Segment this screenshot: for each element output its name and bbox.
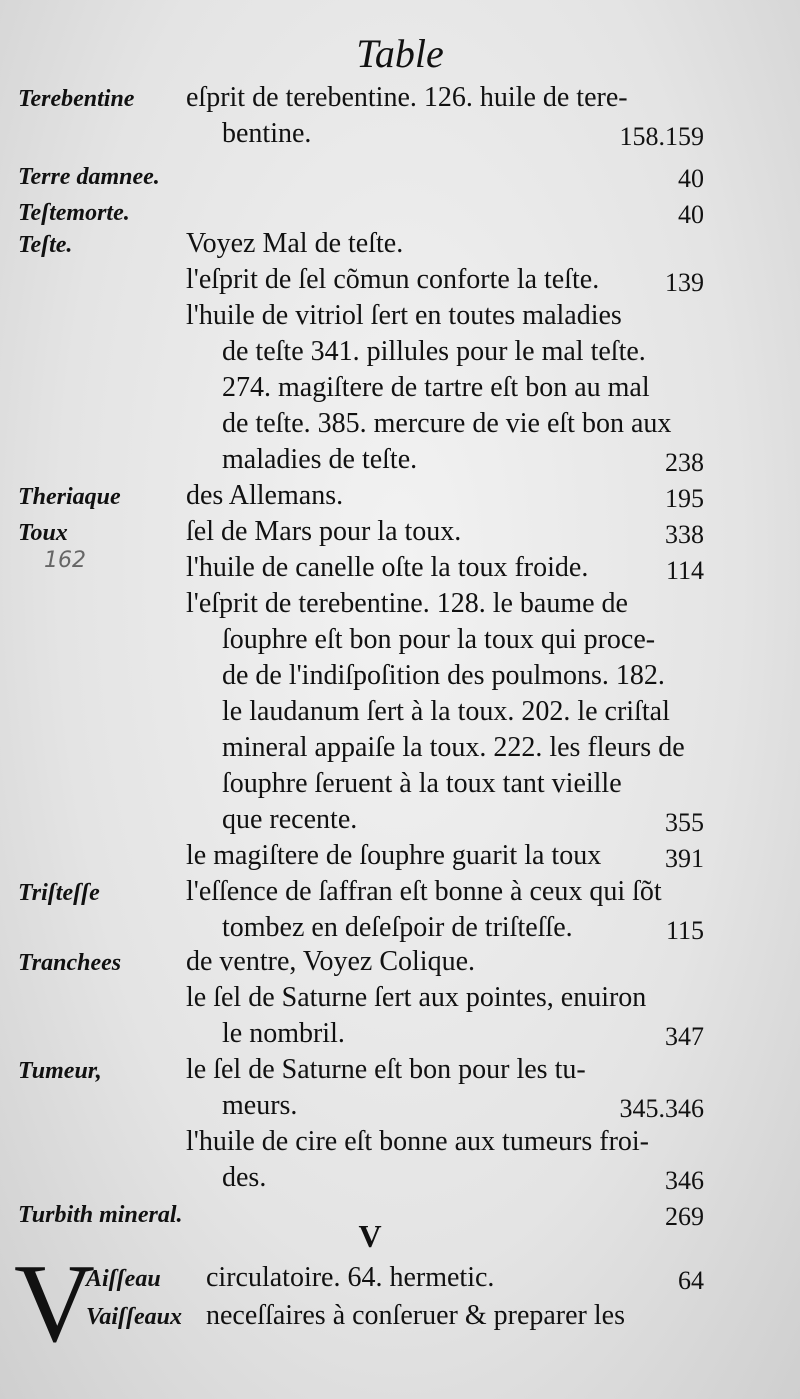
index-term: Tranchees [18, 950, 122, 976]
index-text: tombez en deſeſpoir de triſteſſe. [222, 912, 573, 943]
index-row [0, 228, 800, 268]
index-term: Turbith mineral. [18, 1202, 183, 1228]
index-row [0, 552, 800, 592]
index-row [0, 1018, 800, 1058]
margin-handwritten-note: 162 [44, 548, 86, 573]
index-text: meurs. [222, 1090, 298, 1121]
index-text: mineral appaiſe la toux. 222. les fleurs de [222, 732, 685, 763]
index-row [0, 1054, 800, 1094]
index-row [0, 300, 800, 340]
page-reference: 391 [665, 844, 704, 873]
index-row [0, 696, 800, 736]
index-text: ſouphre ſeruent à la toux tant vieille [222, 768, 622, 799]
index-text: ſel de Mars pour la toux. [186, 516, 462, 547]
v-index-row [0, 1262, 800, 1302]
page-reference: 40 [678, 164, 704, 193]
page-title: Table [356, 31, 444, 76]
page-reference: 346 [665, 1166, 704, 1195]
index-text: l'huile de canelle oſte la toux froide. [186, 552, 589, 583]
index-text: des Allemans. [186, 480, 344, 511]
index-text: l'eſſence de ſaffran eſt bonne à ceux qui ſõt [186, 876, 662, 907]
page-reference: 269 [665, 1202, 704, 1231]
index-text: de teſte. 385. mercure de vie eſt bon aux [222, 408, 672, 439]
index-term: Teſtemorte. [18, 200, 130, 226]
index-text: l'eſprit de terebentine. 128. le baume de [186, 588, 628, 619]
index-row [0, 588, 800, 628]
index-text: le ſel de Saturne eſt bon pour les tu- [186, 1054, 586, 1085]
index-text: le magiſtere de ſouphre guarit la toux [186, 840, 602, 871]
index-row [0, 946, 800, 986]
page-reference: 139 [665, 268, 704, 297]
index-row [0, 336, 800, 376]
index-text: le nombril. [222, 1018, 345, 1049]
index-text: neceſſaires à conſeruer & preparer les [206, 1300, 625, 1331]
index-text: l'huile de cire eſt bonne aux tumeurs froi- [186, 1126, 649, 1157]
page-reference: 115 [665, 916, 704, 945]
index-row [0, 82, 800, 122]
index-row [0, 660, 800, 700]
index-text: le laudanum ſert à la toux. 202. le criſtal [222, 696, 670, 727]
index-text: circulatoire. 64. hermetic. [206, 1262, 495, 1293]
index-row [0, 624, 800, 664]
drop-cap-letter: V [14, 1242, 95, 1366]
index-row [0, 1090, 800, 1130]
index-text: de ventre, Voyez Colique. [186, 946, 476, 977]
index-row [0, 408, 800, 448]
index-term: Terebentine [18, 86, 135, 112]
page-reference: 195 [665, 484, 704, 513]
page-reference: 40 [678, 200, 704, 229]
index-text: l'huile de vitriol ſert en toutes maladies [186, 300, 622, 331]
index-text: Voyez Mal de teſte. [186, 228, 404, 259]
index-row [0, 1162, 800, 1202]
index-text: de teſte 341. pillules pour le mal teſte. [222, 336, 646, 367]
page-reference: 238 [665, 448, 704, 477]
index-text: 274. magiſtere de tartre eſt bon au mal [222, 372, 650, 403]
section-heading-v: V [358, 1218, 382, 1254]
index-row [0, 160, 800, 200]
v-index-row [0, 1300, 800, 1340]
index-term: Theriaque [18, 484, 121, 510]
page-reference: 338 [665, 520, 704, 549]
index-row [0, 732, 800, 772]
index-term: Toux [18, 520, 68, 546]
index-text: maladies de teſte. [222, 444, 418, 475]
index-row [0, 982, 800, 1022]
index-text: le ſel de Saturne ſert aux pointes, enuiron [186, 982, 647, 1013]
page-reference: 355 [665, 808, 704, 837]
index-text: que recente. [222, 804, 358, 835]
index-text: ſouphre eſt bon pour la toux qui proce- [222, 624, 656, 655]
index-row [0, 876, 800, 916]
index-row [0, 1126, 800, 1166]
index-row [0, 264, 800, 304]
index-row [0, 516, 800, 556]
index-row [0, 804, 800, 844]
index-term: Tumeur, [18, 1058, 102, 1084]
index-row [0, 840, 800, 880]
page-reference: 347 [665, 1022, 704, 1051]
index-term: Terre damnee. [18, 164, 160, 190]
index-row [0, 372, 800, 412]
page-reference: 345.346 [619, 1094, 704, 1123]
index-row [0, 444, 800, 484]
index-text: eſprit de terebentine. 126. huile de tere- [186, 82, 628, 113]
page-reference: 64 [678, 1266, 704, 1295]
index-row [0, 118, 800, 158]
index-text: des. [222, 1162, 267, 1193]
index-term: Teſte. [18, 232, 73, 258]
index-text: de de l'indiſpoſition des poulmons. 182. [222, 660, 665, 691]
page-reference: 158.159 [619, 122, 704, 151]
index-term: Aiſſeau [86, 1266, 161, 1292]
index-text: l'eſprit de ſel cõmun conforte la teſte. [186, 264, 600, 295]
index-text: bentine. [222, 118, 312, 149]
index-term: Vaiſſeaux [86, 1304, 182, 1330]
index-row [0, 480, 800, 520]
page-reference: 114 [665, 556, 704, 585]
index-row [0, 768, 800, 808]
index-term: Triſteſſe [18, 880, 100, 906]
